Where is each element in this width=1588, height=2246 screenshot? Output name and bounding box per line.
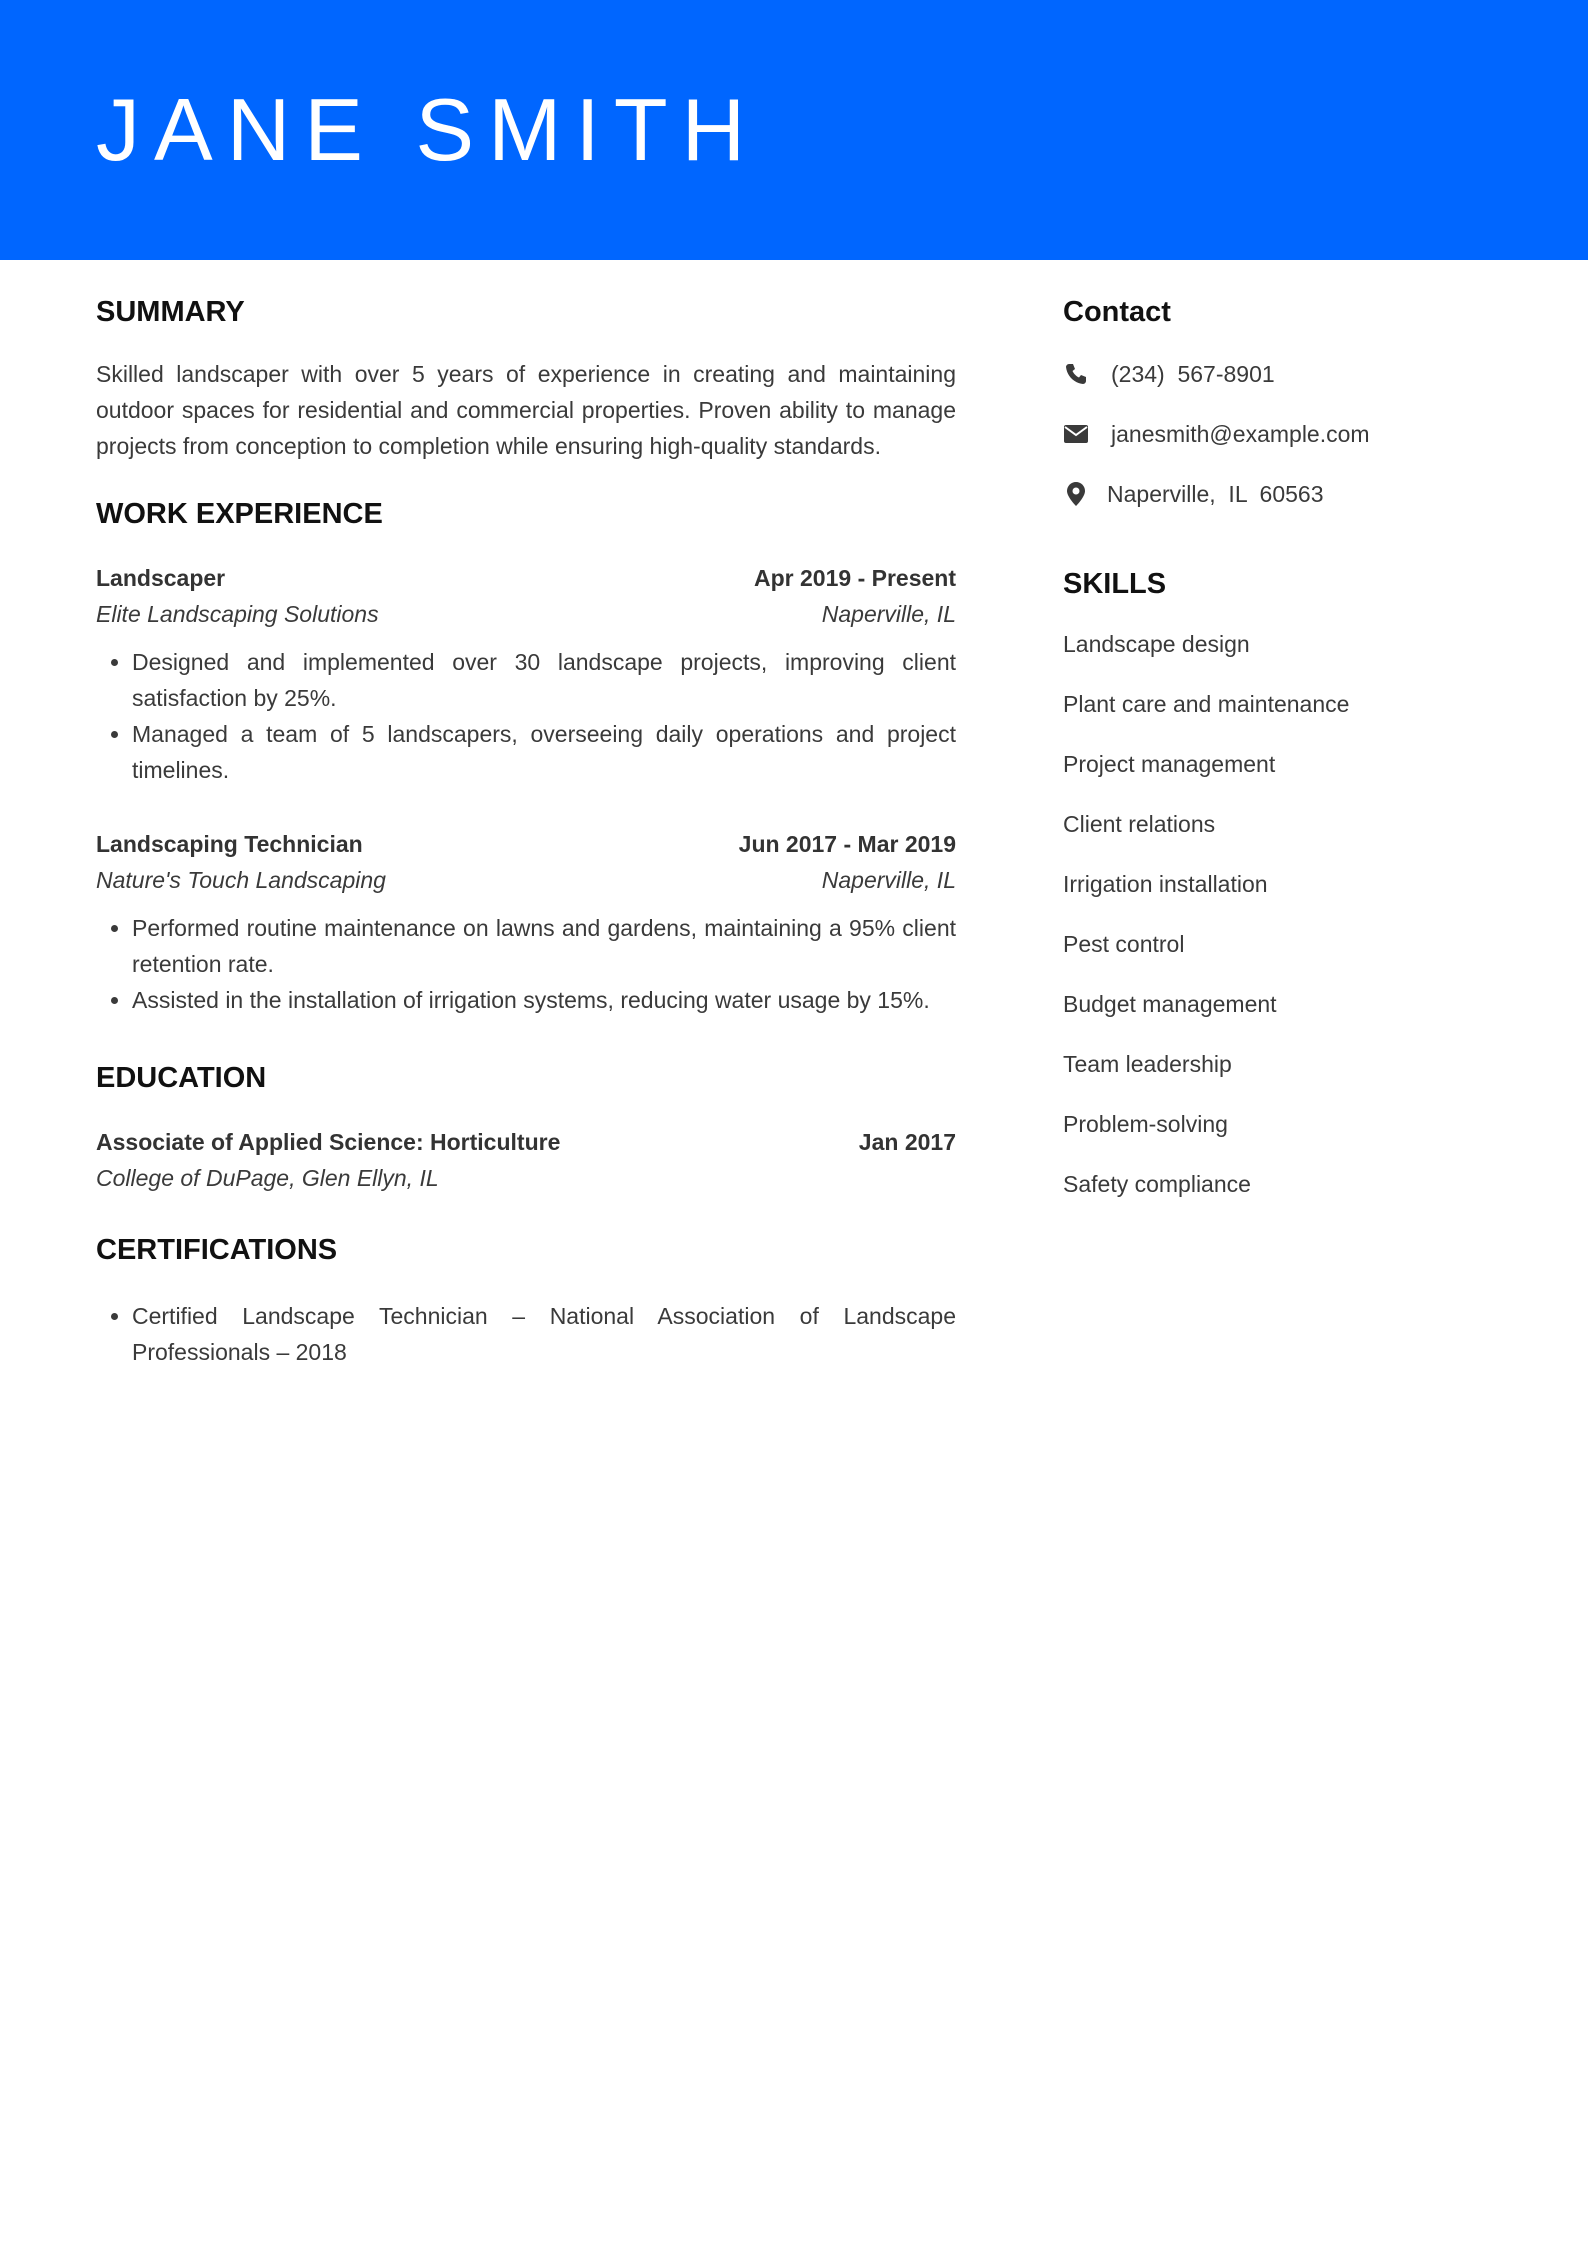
map-pin-icon [1063,481,1089,507]
contact-location [1063,476,1503,512]
skill-item: Problem-solving [1063,1111,1228,1137]
skill-item: Landscape design [1063,631,1250,657]
skill-item: Project management [1063,751,1276,777]
job-entry [96,560,956,788]
skills-section [1063,564,1503,1202]
main-column [96,292,956,1370]
skills-heading: SKILLS [1063,568,1167,600]
certifications-section [96,1230,956,1370]
job-title: Landscaper [96,565,226,591]
job-entry [96,826,956,1018]
email-address: janesmith@example.com [1111,420,1370,447]
envelope-icon [1063,421,1089,447]
certifications-heading: CERTIFICATIONS [96,1234,338,1266]
job-title: Landscaping Technician [96,831,363,857]
job-bullet: • Assisted in the installation of irrigation systems, reducing water usage by 15%. [132,982,956,1018]
contact-email [1063,416,1503,452]
contact-phone [1063,356,1503,392]
skill-item: Plant care and maintenance [1063,691,1350,717]
skill-item: Safety compliance [1063,1171,1251,1197]
summary-text: Skilled landscaper with over 5 years of experience in creating and maintaining outdoor spaces for residential and commercial properties. Proven ability to manage projects from conception to completion while ensuring high-quality standards. [96,361,956,459]
summary-heading: SUMMARY [96,296,245,328]
job-location: Naperville, IL [821,867,956,893]
work-experience-section [96,494,956,1018]
job-dates: Apr 2019 - Present [754,565,956,591]
certification-item: • Certified Landscape Technician – National Association of Landscape Professionals – 2018 [132,1298,956,1370]
job-bullets [96,910,956,1018]
location-text: Naperville, IL 60563 [1107,480,1324,507]
school: College of DuPage, Glen Ellyn, IL [96,1165,439,1191]
education-section [96,1058,956,1196]
skill-item: Budget management [1063,991,1277,1017]
education-heading: EDUCATION [96,1062,267,1094]
phone-number: (234) 567-8901 [1111,360,1275,387]
summary-section [96,292,956,464]
contact-heading: Contact [1063,296,1171,328]
job-company: Nature's Touch Landscaping [96,867,386,893]
graduation-date: Jan 2017 [858,1129,956,1155]
certifications-list [96,1298,956,1370]
work-experience-heading: WORK EXPERIENCE [96,498,383,530]
header-banner [0,0,1588,260]
contact-section [1063,292,1503,512]
candidate-name: JANE SMITH [96,80,760,179]
phone-icon [1063,361,1089,387]
skill-item: Client relations [1063,811,1216,837]
job-bullets [96,644,956,788]
degree: Associate of Applied Science: Horticulture [96,1129,561,1155]
job-bullet: • Designed and implemented over 30 landscape projects, improving client satisfaction by 25%. [132,644,956,716]
job-bullet: • Performed routine maintenance on lawns and gardens, maintaining a 95% client retention rate. [132,910,956,982]
skill-item: Irrigation installation [1063,871,1268,897]
sidebar-column [1063,292,1503,1226]
job-dates: Jun 2017 - Mar 2019 [738,831,956,857]
job-bullet: • Managed a team of 5 landscapers, overseeing daily operations and project timelines. [132,716,956,788]
skill-item: Team leadership [1063,1051,1232,1077]
skill-item: Pest control [1063,931,1185,957]
job-location: Naperville, IL [821,601,956,627]
job-company: Elite Landscaping Solutions [96,601,379,627]
skills-list [1063,626,1503,1202]
